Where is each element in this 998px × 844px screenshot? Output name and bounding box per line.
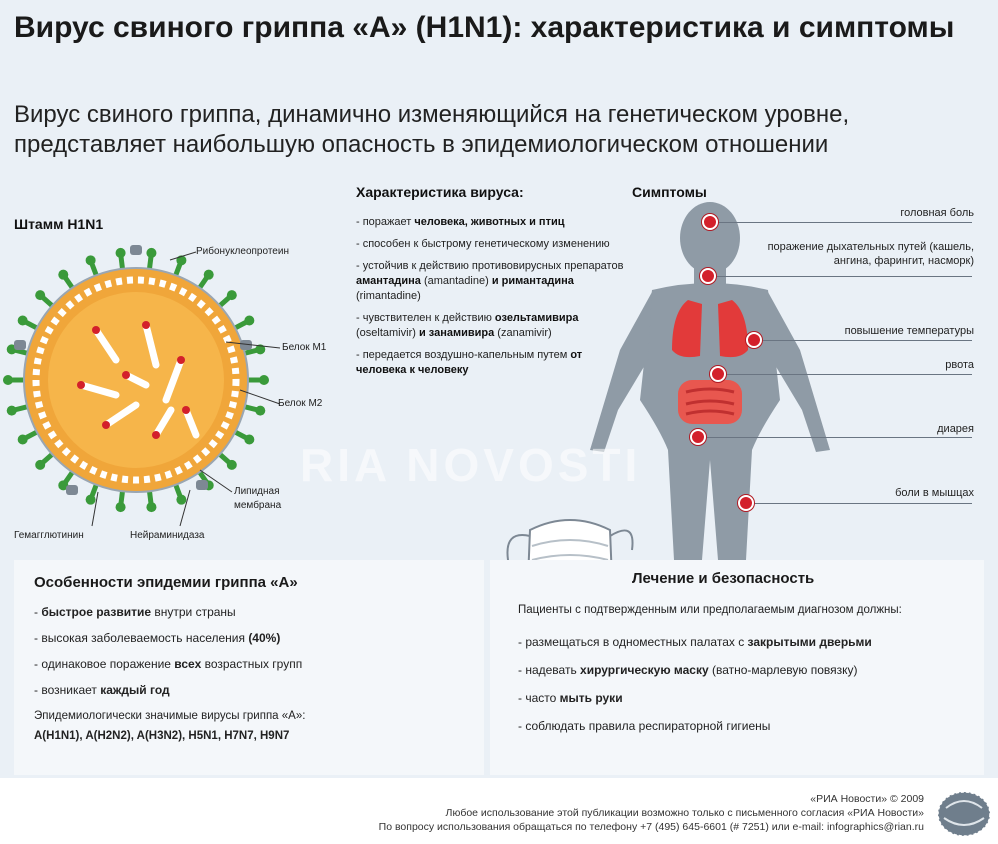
hemagglutinin-spike-tip <box>86 495 96 505</box>
label-ribonucleoprotein: Рибонуклеопротеин <box>196 246 289 257</box>
symptoms-heading: Симптомы <box>632 184 707 200</box>
footer-credits <box>379 792 924 834</box>
epidemic-heading: Особенности эпидемии гриппа «А» <box>34 574 298 591</box>
symptom-line-diarrhea <box>704 437 972 438</box>
epidemic-list <box>34 604 474 744</box>
hemagglutinin-spike-tip <box>255 406 265 416</box>
list-item: - передается воздушно-капельным путем от человека к человеку <box>356 349 583 376</box>
symptom-dot-headache <box>702 214 718 230</box>
hemagglutinin-spike-tip <box>58 270 68 280</box>
symptom-respiratory: поражение дыхательных путей (кашель, ангина, фарингит, насморк) <box>767 241 974 267</box>
hemagglutinin-spike-tip <box>35 290 45 300</box>
hemagglutinin-spike-tip <box>146 502 156 512</box>
intestines-icon <box>678 380 742 424</box>
hemagglutinin-spike-tip <box>259 375 269 385</box>
label-protein-m2: Белок М2 <box>278 398 323 409</box>
label-lipid-membrane-2: мембрана <box>234 500 282 511</box>
virus-heading: Штамм H1N1 <box>14 216 104 232</box>
watermark: RIA NOVOSTI <box>300 439 642 491</box>
hemagglutinin-spike-tip <box>244 434 254 444</box>
epidemic-panel <box>14 560 484 775</box>
list-item: - соблюдать правила респираторной гигиены <box>518 719 771 733</box>
list-item: - чувствителен к действию озельтамивира (oseltamivir) и занамивира (zanamivir) <box>356 312 579 339</box>
symptom-fever: повышение температуры <box>844 325 974 337</box>
treatment-panel <box>490 560 984 775</box>
hemagglutinin-spike-tip <box>18 434 28 444</box>
hemagglutinin-spike-tip <box>3 375 13 385</box>
hemagglutinin-spike-tip <box>116 248 126 258</box>
list-item: - поражает человека, животных и птиц <box>356 216 565 228</box>
hemagglutinin-spike-tip <box>244 316 254 326</box>
treatment-list <box>518 634 978 746</box>
footer-usage-note: Любое использование этой публикации возможно только с письменного согласия «РИА Новости» <box>445 807 924 819</box>
list-item: - быстрое развитие внутри страны <box>34 605 236 619</box>
list-item: - высокая заболеваемость населения (40%) <box>34 631 281 645</box>
hemagglutinin-spike-tip <box>204 270 214 280</box>
list-item: - размещаться в одноместных палатах с закрытыми дверьми <box>518 635 872 649</box>
list-item: - возникает каждый год <box>34 683 170 697</box>
footer-contact: По вопросу использования обращаться по телефону +7 (495) 645-6601 (# 7251) или e-mail: infographics@rian.ru <box>378 821 924 833</box>
list-item: - надевать хирургическую маску (ватно-марлевую повязку) <box>518 663 858 677</box>
symptom-headache: головная боль <box>900 207 974 219</box>
symptom-vomiting: рвота <box>945 359 974 371</box>
symptom-line-fever <box>760 340 972 341</box>
epidemic-viruses: A(H1N1), A(H2N2), A(H3N2), H5N1, H7N7, H9N7 <box>34 730 290 742</box>
characteristics-heading: Характеристика вируса: <box>356 184 524 200</box>
page-title: Вирус свиного гриппа «А» (H1N1): характеристика и симптомы <box>14 11 955 44</box>
symptom-dot-diarrhea <box>690 429 706 445</box>
hemagglutinin-spike-tip <box>176 495 186 505</box>
list-item: - одинаковое поражение всех возрастных групп <box>34 657 303 671</box>
footer-copyright: «РИА Новости» © 2009 <box>810 793 924 805</box>
symptom-dot-vomiting <box>710 366 726 382</box>
symptom-muscle-pain: боли в мышцах <box>895 487 974 499</box>
hemagglutinin-spike-tip <box>7 406 17 416</box>
list-item: - устойчив к действию противовирусных препаратов амантадина (amantadine) и римантадина (rimantadine) <box>356 260 624 302</box>
label-hemagglutinin: Гемагглютинин <box>14 530 84 541</box>
symptom-dot-fever <box>746 332 762 348</box>
footer <box>0 778 998 844</box>
ria-logo-icon <box>936 788 992 838</box>
symptom-line-headache <box>714 222 972 223</box>
symptom-dot-muscle-pain <box>738 495 754 511</box>
virus-illustration <box>0 230 360 560</box>
symptom-dot-respiratory <box>700 268 716 284</box>
hemagglutinin-spike-tip <box>227 460 237 470</box>
list-item: - способен к быстрому генетическому изменению <box>356 238 610 250</box>
label-lipid-membrane-1: Липидная <box>234 486 280 497</box>
list-item: - часто мыть руки <box>518 691 623 705</box>
hemagglutinin-spike-tip <box>146 248 156 258</box>
label-protein-m1: Белок М1 <box>282 342 327 353</box>
hemagglutinin-spike-tip <box>86 255 96 265</box>
hemagglutinin-spike-tip <box>116 502 126 512</box>
hemagglutinin-spike-tip <box>227 290 237 300</box>
treatment-intro: Пациенты с подтвержденным или предполагаемым диагнозом должны: <box>518 604 902 616</box>
symptom-line-vomiting <box>724 374 972 375</box>
hemagglutinin-spike-tip <box>18 316 28 326</box>
label-neuraminidase: Нейраминидаза <box>130 530 205 541</box>
symptom-diarrhea: диарея <box>937 423 974 435</box>
hemagglutinin-spike-tip <box>35 460 45 470</box>
symptom-line-muscle-pain <box>752 503 972 504</box>
epidemic-note: Эпидемиологически значимые вирусы гриппа «А»: <box>34 710 306 722</box>
treatment-heading: Лечение и безопасность <box>632 570 815 587</box>
page-subtitle: Вирус свиного гриппа, динамично изменяющийся на генетическом уровне, представляет наибольшую опасность в эпидемиологическом отношении <box>14 101 850 158</box>
virus-diagram <box>0 230 360 560</box>
symptom-line-respiratory <box>714 276 972 277</box>
